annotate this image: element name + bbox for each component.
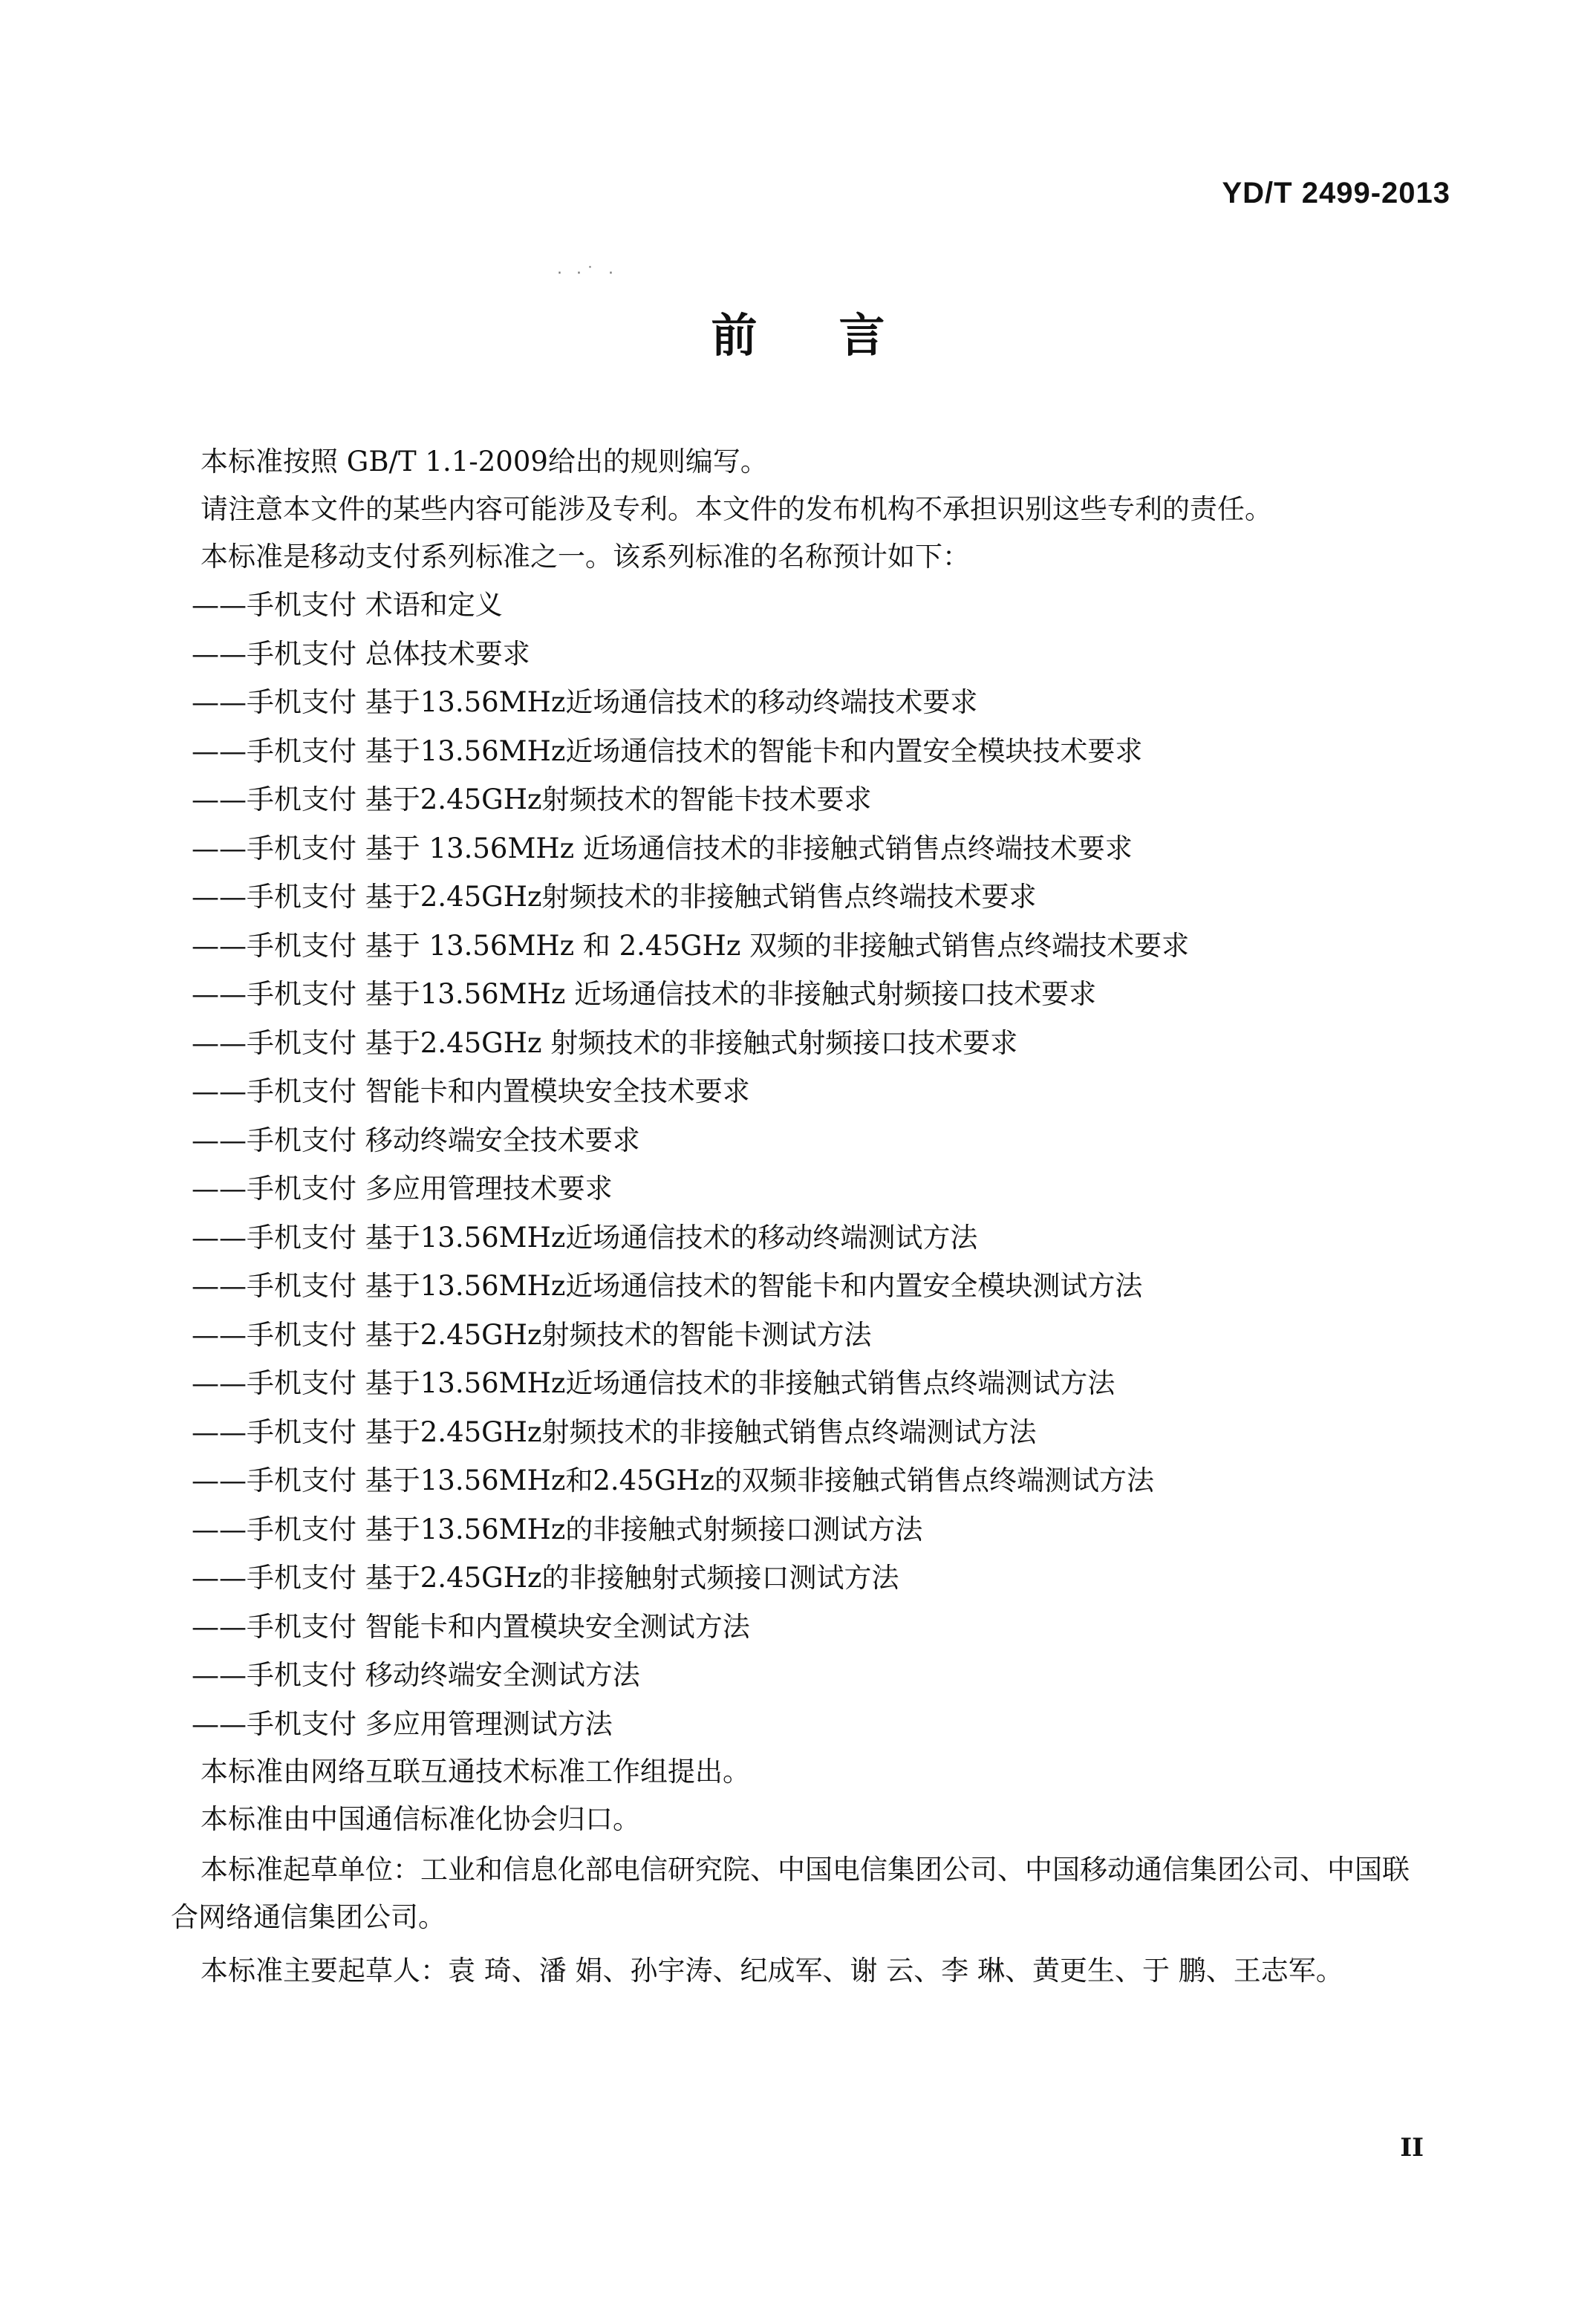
list-item: ——手机支付 基于13.56MHz 近场通信技术的非接触式射频接口技术要求 (192, 978, 1097, 1010)
paragraph-rules: 本标准按照 GB/T 1.1-2009给出的规则编写。 (201, 446, 768, 478)
foreword-body (171, 438, 1448, 1995)
scan-specks: · ·˙ · (557, 264, 618, 283)
paragraph-series-intro: 本标准是移动支付系列标准之一。该系列标准的名称预计如下： (201, 541, 970, 573)
standard-code: YD/T 2499-2013 (1222, 177, 1450, 209)
page-number: II (1400, 2133, 1424, 2163)
list-item: ——手机支付 基于2.45GHz 射频技术的非接触式射频接口技术要求 (192, 1026, 1018, 1059)
list-item: ——手机支付 智能卡和内置模块安全测试方法 (192, 1610, 750, 1643)
list-item: ——手机支付 基于2.45GHz射频技术的非接触式销售点终端测试方法 (192, 1415, 1037, 1448)
paragraph-main-drafters: 本标准主要起草人：袁 琦、潘 娟、孙宇涛、纪成军、谢 云、李 琳、黄更生、于 鹏、王志军。 (201, 1955, 1343, 1987)
list-item: ——手机支付 基于2.45GHz射频技术的非接触式销售点终端技术要求 (192, 881, 1037, 913)
list-item: ——手机支付 基于13.56MHz的非接触式射频接口测试方法 (192, 1513, 923, 1545)
list-item: ——手机支付 移动终端安全测试方法 (192, 1659, 640, 1691)
list-item: ——手机支付 基于13.56MHz近场通信技术的移动终端测试方法 (192, 1221, 978, 1254)
list-item: ——手机支付 基于13.56MHz近场通信技术的移动终端技术要求 (192, 686, 978, 718)
list-item: ——手机支付 基于2.45GHz的非接触射式频接口测试方法 (192, 1562, 899, 1594)
list-item: ——手机支付 基于2.45GHz射频技术的智能卡技术要求 (192, 783, 872, 815)
list-item: ——手机支付 基于 13.56MHz 和 2.45GHz 双频的非接触式销售点终端技术要求 (192, 929, 1190, 962)
paragraph-proposed-by: 本标准由网络互联互通技术标准工作组提出。 (201, 1756, 750, 1788)
list-item: ——手机支付 基于2.45GHz射频技术的智能卡测试方法 (192, 1318, 872, 1351)
series-list (171, 581, 1448, 1748)
list-item: ——手机支付 基于13.56MHz近场通信技术的智能卡和内置安全模块测试方法 (192, 1270, 1143, 1302)
list-item: ——手机支付 术语和定义 (192, 589, 503, 621)
page-title: 前言 (711, 308, 967, 362)
list-item: ——手机支付 智能卡和内置模块安全技术要求 (192, 1075, 750, 1107)
list-item: ——手机支付 基于13.56MHz近场通信技术的非接触式销售点终端测试方法 (192, 1367, 1115, 1399)
paragraph-centralized-by: 本标准由中国通信标准化协会归口。 (201, 1803, 640, 1835)
list-item: ——手机支付 多应用管理技术要求 (192, 1173, 613, 1205)
list-item: ——手机支付 移动终端安全技术要求 (192, 1124, 640, 1156)
paragraph-patent-notice: 请注意本文件的某些内容可能涉及专利。本文件的发布机构不承担识别这些专利的责任。 (201, 493, 1272, 525)
list-item: ——手机支付 基于13.56MHz近场通信技术的智能卡和内置安全模块技术要求 (192, 734, 1143, 767)
paragraph-drafting-units: 本标准起草单位：工业和信息化部电信研究院、中国电信集团公司、中国移动通信集团公司、中国联合网络通信集团公司。 (171, 1854, 1410, 1933)
list-item: ——手机支付 基于13.56MHz和2.45GHz的双频非接触式销售点终端测试方法 (192, 1464, 1155, 1496)
list-item: ——手机支付 基于 13.56MHz 近场通信技术的非接触式销售点终端技术要求 (192, 832, 1133, 864)
list-item: ——手机支付 总体技术要求 (192, 637, 530, 670)
list-item: ——手机支付 多应用管理测试方法 (192, 1707, 613, 1740)
